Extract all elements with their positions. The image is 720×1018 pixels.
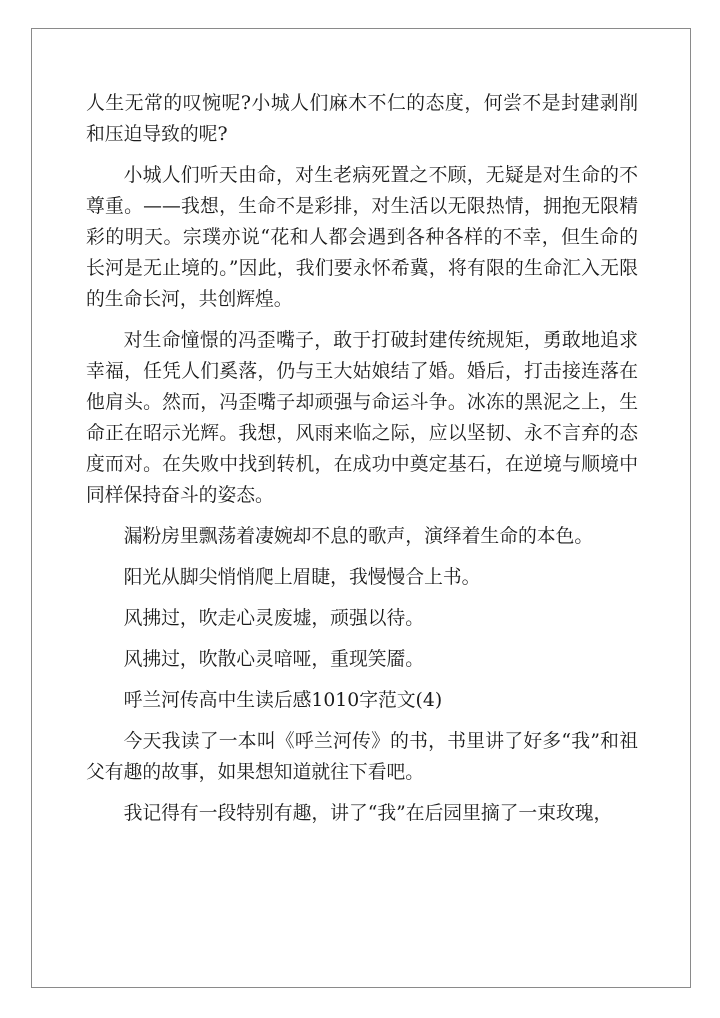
section-heading: 呼兰河传高中生读后感1010字范文(4) xyxy=(123,690,443,711)
paragraph-8: 今天我读了一本叫《呼兰河传》的书，书里讲了好多“我”和祖父有趣的故事，如果想知道就往下看吧。 xyxy=(86,731,638,783)
paragraph-6: 风拂过，吹走心灵废墟，顽强以待。 xyxy=(123,608,425,629)
paragraph-5: 阳光从脚尖悄悄爬上眉睫，我慢慢合上书。 xyxy=(123,567,481,588)
paragraph-2: 小城人们听天由命，对生老病死置之不顾，无疑是对生命的不尊重。——我想，生命不是彩排，对生活以无限热情，拥抱无限精彩的明天。宗璞亦说“花和人都会遇到各种各样的不幸，但生命的长河是无止境的。”因此，我们要永怀希冀，将有限的生命汇入无限的生命长河，共创辉煌。 xyxy=(86,165,638,310)
paragraph-4: 漏粉房里飘荡着凄婉却不息的歌声，演绎着生命的本色。 xyxy=(123,526,594,547)
paragraph-7: 风拂过，吹散心灵喑哑，重现笑靥。 xyxy=(123,649,425,670)
document-body xyxy=(86,88,638,829)
paragraph-9: 我记得有一段特别有趣，讲了“我”在后园里摘了一束玫瑰， xyxy=(123,803,613,824)
paragraph-3: 对生命憧憬的冯歪嘴子，敢于打破封建传统规矩，勇敢地追求幸福，任凭人们奚落，仍与王大姑娘结了婚。婚后，打击接连落在他肩头。然而，冯歪嘴子却顽强与命运斗争。冰冻的黑泥之上，生命正在昭示光辉。我想，风雨来临之际，应以坚韧、永不言弃的态度而对。在失败中找到转机，在成功中奠定基石，在逆境与顺境中同样保持奋斗的姿态。 xyxy=(86,330,638,506)
paragraph-1: 人生无常的叹惋呢?小城人们麻木不仁的态度，何尝不是封建剥削和压迫导致的呢? xyxy=(86,93,638,145)
